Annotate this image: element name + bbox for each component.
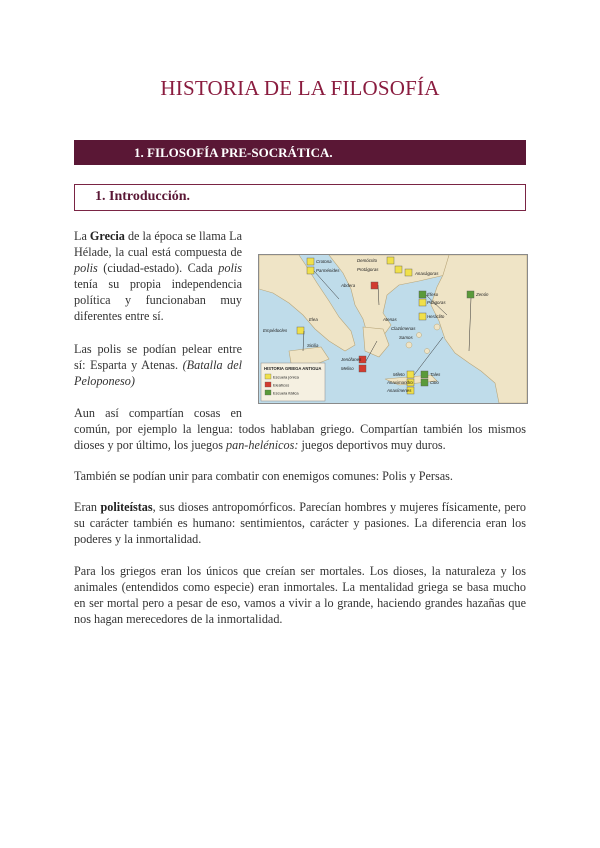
marker-green bbox=[419, 291, 426, 298]
text: Aun así compartían cosas en bbox=[74, 406, 242, 420]
legend-swatch-red bbox=[265, 382, 271, 387]
text: Eran bbox=[74, 500, 101, 514]
document-title: HISTORIA DE LA FILOSOFÍA bbox=[160, 76, 440, 100]
marker-red bbox=[371, 282, 378, 289]
label-anaximenes: Anaxímenes bbox=[387, 388, 412, 393]
marker-green bbox=[421, 371, 428, 378]
marker-yellow bbox=[297, 327, 304, 334]
label-jenofanes: Jenófanes bbox=[341, 357, 362, 362]
label-zenon: Zenón bbox=[476, 292, 489, 297]
label-anaxagoras: Anaxágoras bbox=[415, 271, 439, 276]
label-abdera: Abdera bbox=[341, 283, 356, 288]
text: (ciudad-estado). Cada bbox=[97, 261, 219, 275]
legend-label: Eleáticos bbox=[273, 382, 290, 388]
label-tales: Tales bbox=[430, 372, 441, 377]
bold-term: Grecia bbox=[89, 229, 125, 243]
map-legend bbox=[261, 363, 325, 401]
label-heraclito: Heráclito bbox=[427, 314, 445, 319]
italic-term: (Batalla del Peloponeso) bbox=[74, 358, 242, 388]
paragraph-esparta bbox=[74, 341, 242, 389]
label-anaximandro: Anaximandro bbox=[387, 380, 413, 385]
map-svg bbox=[259, 255, 527, 403]
marker-yellow bbox=[419, 313, 426, 320]
text: Las polis se podían pelear entre sí: Esparta y Atenas. bbox=[74, 342, 242, 372]
label-empedocles: Empédocles bbox=[263, 328, 288, 333]
marker-yellow bbox=[407, 371, 414, 378]
marker-yellow bbox=[419, 299, 426, 306]
label-samos: Samos bbox=[399, 335, 413, 340]
label-efeso: Éfeso bbox=[427, 292, 439, 297]
marker-yellow bbox=[395, 266, 402, 273]
label-elea: Elea bbox=[309, 317, 318, 322]
label-parmenides: Parménides bbox=[316, 268, 340, 273]
legend-label: Escuela itálica bbox=[273, 390, 299, 396]
paragraph-enemigos: También se podían unir para combatir con enemigos comunes: Polis y Persas. bbox=[74, 469, 453, 483]
label-melisso: Meliso bbox=[341, 366, 354, 371]
island bbox=[425, 349, 430, 354]
text: , sus dioses antropomórficos. Parecían hombres y mujeres físicamente, pero su carácter también es humano: sentimientos, carácter y pasiones. La diferencia eran los poderes y la inmortalidad. bbox=[74, 500, 526, 546]
text: común, por ejemplo la lengua: todos hablaban griego. Compartían también los mismos dioses y por último, los juegos bbox=[74, 422, 526, 452]
island bbox=[406, 342, 412, 348]
subsection-title: 1. Introducción. bbox=[95, 189, 191, 204]
italic-term: polis bbox=[74, 261, 98, 275]
paragraph-lengua-first-line bbox=[74, 405, 242, 421]
label-protagoras: Protágoras bbox=[357, 267, 379, 272]
subsection-header bbox=[74, 184, 526, 211]
legend-swatch-yellow bbox=[265, 374, 271, 379]
italic-term: pan-helénicos: bbox=[226, 438, 299, 452]
text: tenía su propia independencia política y funcionaban muy diferentes entre sí. bbox=[74, 277, 242, 323]
island bbox=[417, 333, 422, 338]
text: juegos deportivos muy duros. bbox=[298, 438, 446, 452]
label-sicilia: Sicilia bbox=[307, 343, 319, 348]
bold-term: politeístas bbox=[100, 500, 153, 514]
marker-green bbox=[421, 379, 428, 386]
text: de la época se llama La Hélade, la cual está compuesta de bbox=[74, 229, 243, 259]
label-pitagoras: Pitágoras bbox=[427, 300, 446, 305]
italic-term: polis bbox=[218, 261, 242, 275]
paragraph-lengua bbox=[74, 421, 526, 453]
marker-yellow bbox=[387, 257, 394, 264]
marker-yellow bbox=[405, 269, 412, 276]
text: La bbox=[74, 229, 90, 243]
island bbox=[434, 324, 440, 330]
label-crotona: Crotona bbox=[316, 259, 332, 264]
label-mileto: Mileto bbox=[393, 372, 405, 377]
map-ancient-greece-image bbox=[258, 254, 528, 404]
legend-title: HISTORIA GRIEGA ANTIGUA bbox=[264, 366, 322, 371]
paragraph-grecia bbox=[74, 228, 242, 324]
marker-yellow bbox=[307, 267, 314, 274]
paragraph-mortales: Para los griegos eran los únicos que creían ser mortales. Los dioses, la naturaleza y los animales (entendidos como especie) eran inmortales. La mentalidad griega se basa mucho en ser mortal pero a pesar de eso, vamos a vivir a lo grande, haciendo grandes hazañas que nos hagan merecedores de la inmortalidad. bbox=[74, 564, 526, 626]
legend-swatch-green bbox=[265, 390, 271, 395]
label-atenas: Atenas bbox=[383, 317, 397, 322]
label-clazomenas: Clazómenas bbox=[391, 326, 416, 331]
marker-green bbox=[467, 291, 474, 298]
marker-yellow bbox=[307, 258, 314, 265]
section-header bbox=[74, 140, 526, 165]
marker-red bbox=[359, 365, 366, 372]
label-democrito: Demócrito bbox=[357, 258, 378, 263]
legend-label: Escuela jónica bbox=[273, 374, 299, 380]
label-citio: Citio bbox=[430, 380, 439, 385]
paragraph-politeistas bbox=[74, 499, 526, 547]
section-title: 1. FILOSOFÍA PRE-SOCRÁTICA. bbox=[134, 145, 333, 160]
